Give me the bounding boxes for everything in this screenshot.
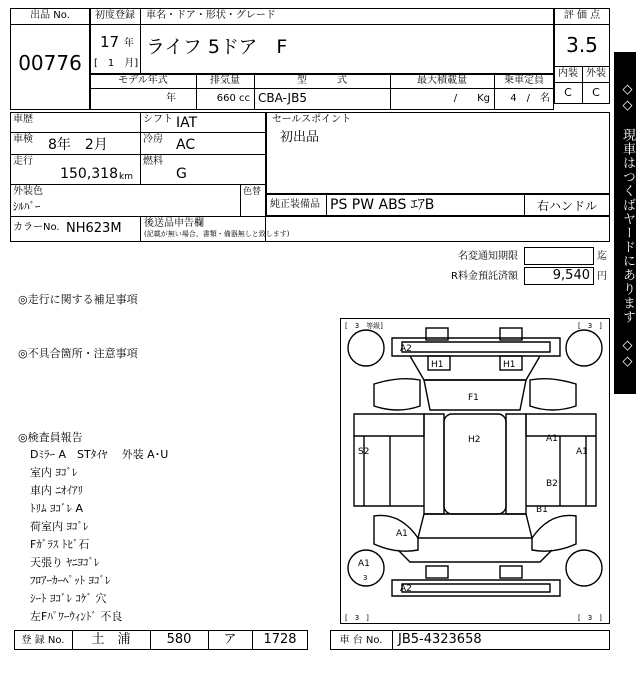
code-a2-bottom: A2 — [400, 584, 412, 594]
corner-grade-tl: [ 3 等級] — [345, 322, 383, 330]
shift-label: シフト — [143, 114, 173, 125]
code-f1: F1 — [468, 393, 479, 403]
car-name: ライフ 5ドア F — [146, 36, 288, 58]
lot-number: 00776 — [18, 51, 82, 75]
equipment-label: 純正装備品 — [270, 199, 320, 210]
sales-point-label: セールスポイント — [272, 114, 352, 125]
code-a2-top: A2 — [400, 344, 412, 354]
registration-area: 土 浦 — [91, 632, 131, 647]
recycle-value: 9,540 — [552, 268, 590, 283]
report-line: Dﾐﾗｰ A STﾀｲﾔ 外装 A･U — [30, 448, 169, 461]
mileage-unit: km — [119, 172, 133, 182]
report-line: 天張り ﾔﾆﾖｺﾞﾚ — [30, 556, 100, 569]
chassis-number: JB5-4323658 — [398, 632, 482, 647]
model-year-label: モデル年式 — [118, 75, 168, 86]
registration-month: [ 1 月] — [94, 58, 139, 69]
inspector-report-lines — [30, 446, 168, 626]
code-a1-right-outer: A1 — [576, 447, 588, 457]
driving-notes-title: ◎走行に関する補足事項 — [18, 293, 138, 306]
exterior-grade: C — [592, 86, 600, 99]
chassis-number-label: 車 台 No. — [339, 635, 383, 646]
car-name-label: 車名・ドア・形状・グレード — [146, 10, 276, 21]
code-h2: H2 — [468, 435, 481, 445]
ac-label: 冷房 — [143, 134, 163, 145]
max-load-value: / Kg — [453, 93, 490, 104]
steering-value: 右ハンドル — [536, 199, 597, 213]
code-bottom-left-3: 3 — [363, 574, 368, 582]
registration-kana: ア — [223, 632, 237, 647]
fuel-label: 燃料 — [143, 156, 163, 167]
type-value: CBA-JB5 — [258, 91, 307, 105]
model-year-value: 年 — [166, 93, 176, 104]
inspection-value: 8年 2月 — [48, 137, 108, 153]
capacity-label: 乗車定員 — [504, 75, 544, 86]
code-a1-wheel: A1 — [358, 559, 370, 569]
name-change-unit: 迄 — [597, 251, 607, 262]
sales-point-value: 初出品 — [280, 130, 320, 145]
ac-value: AC — [176, 137, 196, 153]
code-a1-right-inner: A1 — [546, 434, 558, 444]
max-load-label: 最大積載量 — [417, 75, 467, 86]
capacity-value: 4 / 名 — [510, 93, 550, 104]
report-line: ｼｰﾄ ﾖｺﾞﾚ ｺｹﾞ 穴 — [30, 592, 107, 605]
exterior-color-label: 外装色 — [13, 186, 43, 197]
code-a1-left-lower: A1 — [396, 529, 408, 539]
declaration-note: (記載が無い場合、書類・備器無しと致します) — [144, 230, 290, 238]
report-line: 室内 ﾖｺﾞﾚ — [30, 466, 78, 479]
code-b2: B2 — [546, 479, 558, 489]
registration-year-unit: 年 — [124, 38, 134, 49]
interior-grade: C — [564, 86, 572, 99]
recycle-unit: 円 — [597, 271, 607, 282]
mileage-label: 走行 — [13, 156, 33, 167]
inspection-label: 車検 — [13, 134, 33, 145]
recycle-label: R料金預託済額 — [451, 271, 518, 282]
exterior-color-value: ｼﾙﾊﾞｰ — [13, 200, 41, 213]
registration-number-label: 登 録 No. — [21, 635, 65, 646]
report-line: 車内 ﾆｵｲｱﾘ — [30, 484, 83, 497]
report-line: ﾄﾘﾑ ﾖｺﾞﾚ A — [30, 502, 84, 515]
yard-location-banner: ◇◇ 現車はつくばヤードにあります ◇◇ — [614, 52, 636, 394]
corner-grade-br: [ 3 ] — [578, 614, 602, 622]
fuel-value: G — [176, 166, 187, 182]
equipment-value: PS PW ABS ｴｱB — [330, 197, 435, 213]
displacement-label: 排気量 — [210, 75, 240, 86]
color-no-value: NH623M — [66, 221, 122, 236]
report-line: 左Fﾊﾟﾜｰｳｨﾝﾄﾞ 不良 — [30, 610, 123, 623]
code-h1-right: H1 — [503, 360, 516, 370]
corner-grade-tr: [ 3 ] — [578, 322, 602, 330]
history-label: 車歴 — [13, 114, 33, 125]
color-no-label: カラーNo. — [13, 222, 60, 233]
declaration-label: 後送品申告欄 — [144, 218, 204, 229]
displacement-value: 660 cc — [216, 93, 250, 104]
first-registration-label: 初度登録 — [95, 10, 135, 21]
mileage-value: 150,318 — [60, 166, 118, 182]
color-change-label: 色替 — [243, 187, 262, 197]
corner-grade-bl: [ 3 ] — [345, 614, 369, 622]
name-change-field — [524, 247, 594, 265]
grade-value: 3.5 — [566, 33, 598, 57]
registration-number: 1728 — [263, 632, 297, 647]
defect-notes-title: ◎不具合箇所・注意事項 — [18, 347, 138, 360]
registration-year: 17 — [100, 33, 120, 51]
exterior-grade-label: 外装 — [586, 68, 606, 79]
code-h1-left: H1 — [431, 360, 444, 370]
car-outline — [340, 318, 610, 624]
registration-class: 580 — [166, 632, 192, 647]
grade-label: 評 価 点 — [563, 10, 601, 21]
type-label: 型 式 — [297, 75, 347, 86]
shift-value: IAT — [176, 115, 198, 131]
report-line: 荷室内 ﾖｺﾞﾚ — [30, 520, 89, 533]
code-s2: S2 — [358, 447, 370, 457]
report-line: Fｶﾞﾗｽ ﾄﾋﾞ石 — [30, 538, 90, 551]
code-b1: B1 — [536, 505, 548, 515]
interior-grade-label: 内装 — [558, 68, 578, 79]
lot-number-label: 出品 No. — [30, 10, 70, 21]
name-change-label: 名変通知期限 — [458, 251, 518, 262]
inspector-report-title: ◎検査員報告 — [18, 431, 83, 444]
report-line: ﾌﾛｱｰｶｰﾍﾟｯﾄ ﾖｺﾞﾚ — [30, 574, 111, 587]
